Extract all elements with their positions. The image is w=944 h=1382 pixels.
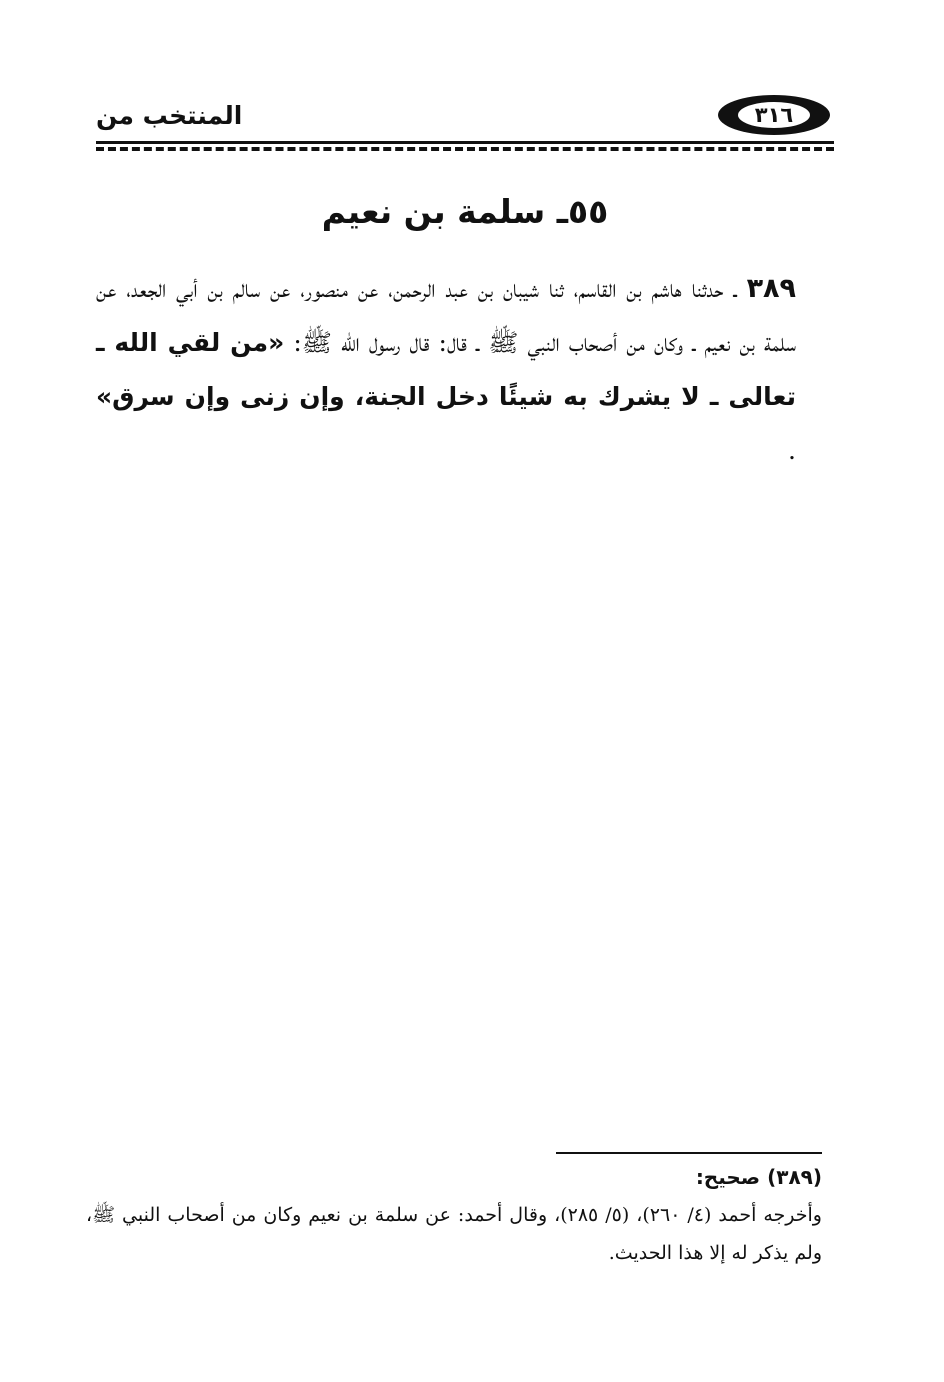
hadith-matn: «من لقي الله ـ تعالى ـ لا يشرك به شيئًا دخل الجنة، وإن زنى وإن سرق» <box>96 328 796 411</box>
hadith-paragraph <box>96 262 796 478</box>
hadith-end: . <box>788 436 796 465</box>
page-header <box>96 95 834 159</box>
hadith-number: ٣٨٩ <box>746 273 797 304</box>
footnote-heading: (٣٨٩) صحيح: <box>695 1165 822 1189</box>
footnote-separator <box>556 1152 822 1154</box>
section-heading: ٥٥ـ سلمة بن نعيم <box>321 192 609 231</box>
footnote-text: وأخرجه أحمد (٤/ ٢٦٠)، (٥/ ٢٨٥)، وقال أحمد: عن سلمة بن نعيم وكان من أصحاب النبي ﷺ، ولم يذكر له إلا هذا الحديث. <box>86 1204 822 1264</box>
header-dashed-rule <box>96 147 834 151</box>
footnote <box>86 1158 822 1272</box>
page-number: ٣١٦ <box>738 102 810 128</box>
running-title: المنتخب من <box>96 101 243 130</box>
header-rule <box>96 141 834 144</box>
hadith-isnad: ـ حدثنا هاشم بن القاسم، ثنا شيبان بن عبد الرحمن، عن منصور، عن سالم بن أبي الجعد، عن سلمة بن نعيم ـ وكان من أصحاب النبي ﷺ ـ قال: قال رسول الله ﷺ: <box>96 274 797 357</box>
page-number-badge <box>718 95 830 135</box>
